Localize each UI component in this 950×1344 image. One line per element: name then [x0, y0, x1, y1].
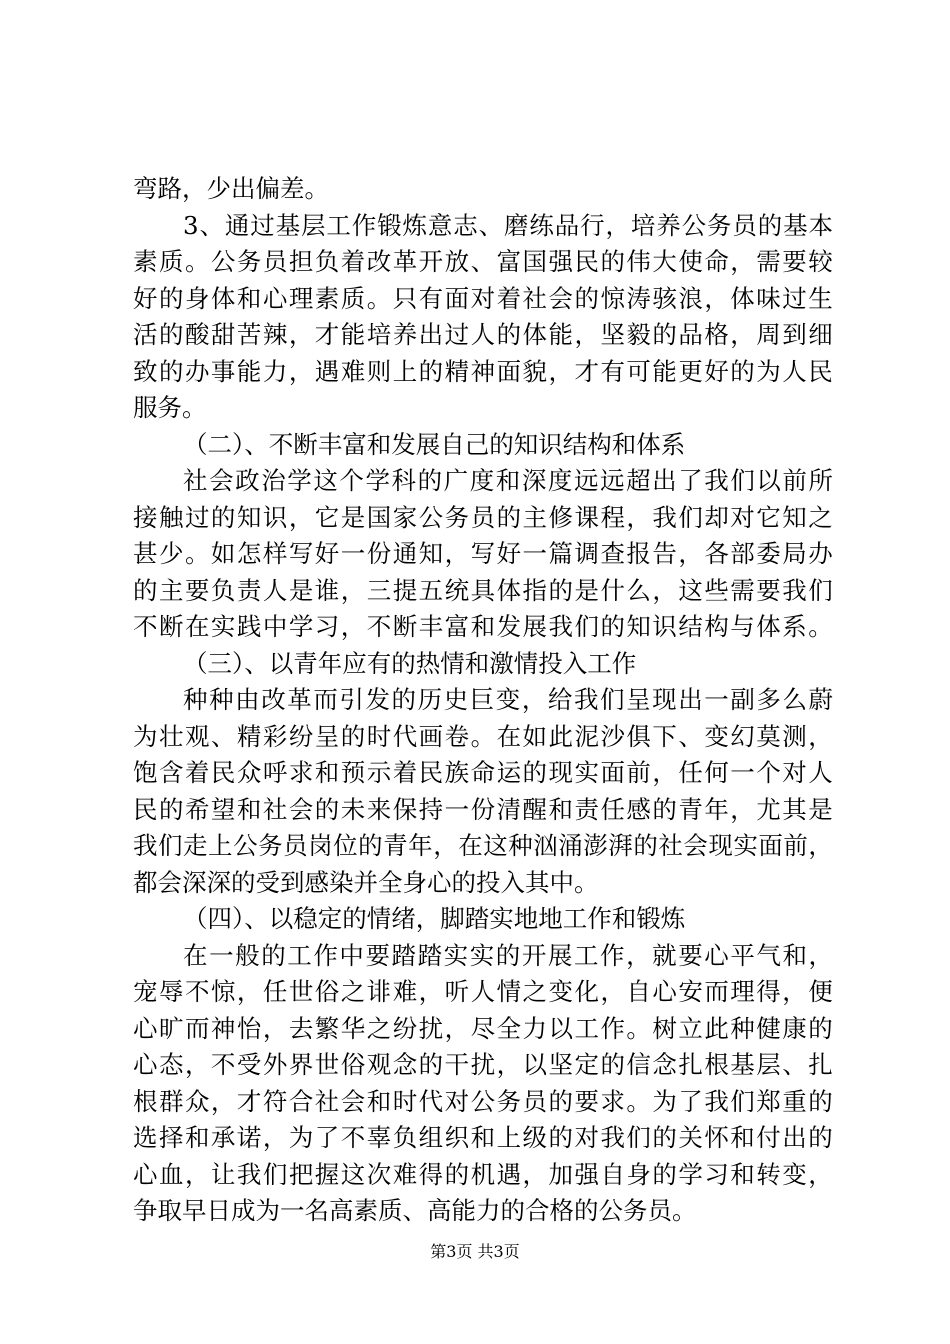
text-line: 选 择 和 承 诺 ， 为 了 不 辜 负 组 织 和 上 级 的 对 我 们 的 关 怀 和 付 出 的 — [133, 1123, 833, 1152]
text-line: 弯路，少出偏差。 — [133, 174, 329, 203]
text-line: 种 种 由 改 革 而 引 发 的 历 史 巨 变 ， 给 我 们 呈 现 出 一 副 多 么 蔚 — [183, 685, 833, 714]
text-line: 我 们 走 上 公 务 员 岗 位 的 青 年 ， 在 这 种 汹 涌 澎 湃 的 社 会 现 实 面 前 ， — [133, 831, 833, 860]
text-line: 素 质 。 公 务 员 担 负 着 改 革 开 放 、 富 国 强 民 的 伟 大 使 命 ， 需 要 较 — [133, 247, 833, 276]
text-line: 甚 少 。 如 怎 样 写 好 一 份 通 知 ， 写 好 一 篇 调 查 报 告 ， 各 部 委 局 办 — [133, 539, 833, 568]
text-line: 好 的 身 体 和 心 理 素 质 。 只 有 面 对 着 社 会 的 惊 涛 骇 浪 ， 体 味 过 生 — [133, 283, 833, 313]
text-line: 根 群 众 ， 才 符 合 社 会 和 时 代 对 公 务 员 的 要 求 。 为 了 我 们 郑 重 的 — [133, 1086, 833, 1116]
text-line: 活 的 酸 甜 苦 辣 ， 才 能 培 养 出 过 人 的 体 能 ， 坚 毅 的 品 格 ， 周 到 细 — [133, 320, 833, 349]
text-line: 饱 含 着 民 众 呼 求 和 预 示 着 民 族 命 运 的 现 实 面 前 ， 任 何 一 个 对 人 — [133, 758, 833, 787]
body-text — [133, 171, 833, 1230]
page-footer: 第3页 共3页 — [430, 1242, 520, 1261]
text-line: 都会深深的受到感染并全身心的投入其中。 — [133, 867, 599, 897]
text-line: 服务。 — [133, 393, 207, 422]
text-line: 民 的 希 望 和 社 会 的 未 来 保 持 一 份 清 醒 和 责 任 感 的 青 年 ， 尤 其 是 — [133, 794, 833, 824]
text-line: 心 旷 而 神 怡 ， 去 繁 华 之 纷 扰 ， 尽 全 力 以 工 作 。 树 立 此 种 健 康 的 — [133, 1013, 833, 1043]
text-line: 的 主 要 负 责 人 是 谁 ， 三 提 五 统 具 体 指 的 是 什 么 ， 这 些 需 要 我 们 — [133, 575, 833, 605]
text-line: 在 一 般 的 工 作 中 要 踏 踏 实 实 的 开 展 工 作 ， 就 要 心 平 气 和 ， — [183, 940, 833, 970]
text-line: 争取早日成为一名高素质、高能力的合格的公务员。 — [133, 1196, 697, 1225]
text-line: 不 断 在 实 践 中 学 习 ， 不 断 丰 富 和 发 展 我 们 的 知 识 结 构 与 体 系 。 — [133, 612, 833, 641]
text-line: 为 壮 观 、 精 彩 纷 呈 的 时 代 画 卷 。 在 如 此 泥 沙 俱 下 、 变 幻 莫 测 ， — [133, 721, 833, 751]
text-line: 3 、 通 过 基 层 工 作 锻 炼 意 志 、 磨 练 品 行 ， 培 养 公 务 员 的 基 本 — [183, 210, 833, 240]
text-line: 心 血 ， 让 我 们 把 握 这 次 难 得 的 机 遇 ， 加 强 自 身 的 学 习 和 转 变 ， — [133, 1159, 833, 1189]
section-heading: （三）、以青年应有的热情和激情投入工作 — [183, 648, 637, 678]
text-line: 社 会 政 治 学 这 个 学 科 的 广 度 和 深 度 远 远 超 出 了 我 们 以 前 所 — [183, 466, 833, 495]
section-heading: （四）、以稳定的情绪，脚踏实地地工作和锻炼 — [183, 904, 686, 933]
text-line: 心 态 ， 不 受 外 界 世 俗 观 念 的 干 扰 ， 以 坚 定 的 信 念 扎 根 基 层 、 扎 — [133, 1050, 833, 1079]
text-line: 接 触 过 的 知 识 ， 它 是 国 家 公 务 员 的 主 修 课 程 ， 我 们 却 对 它 知 之 — [133, 502, 833, 532]
text-line: 宠 辱 不 惊 ， 任 世 俗 之 诽 难 ， 听 人 情 之 变 化 ， 自 心 安 而 理 得 ， 便 — [133, 977, 833, 1006]
section-heading: （二）、不断丰富和发展自己的知识结构和体系 — [183, 429, 686, 459]
text-line: 致 的 办 事 能 力 ， 遇 难 则 上 的 精 神 面 貌 ， 才 有 可 能 更 好 的 为 人 民 — [133, 356, 833, 386]
